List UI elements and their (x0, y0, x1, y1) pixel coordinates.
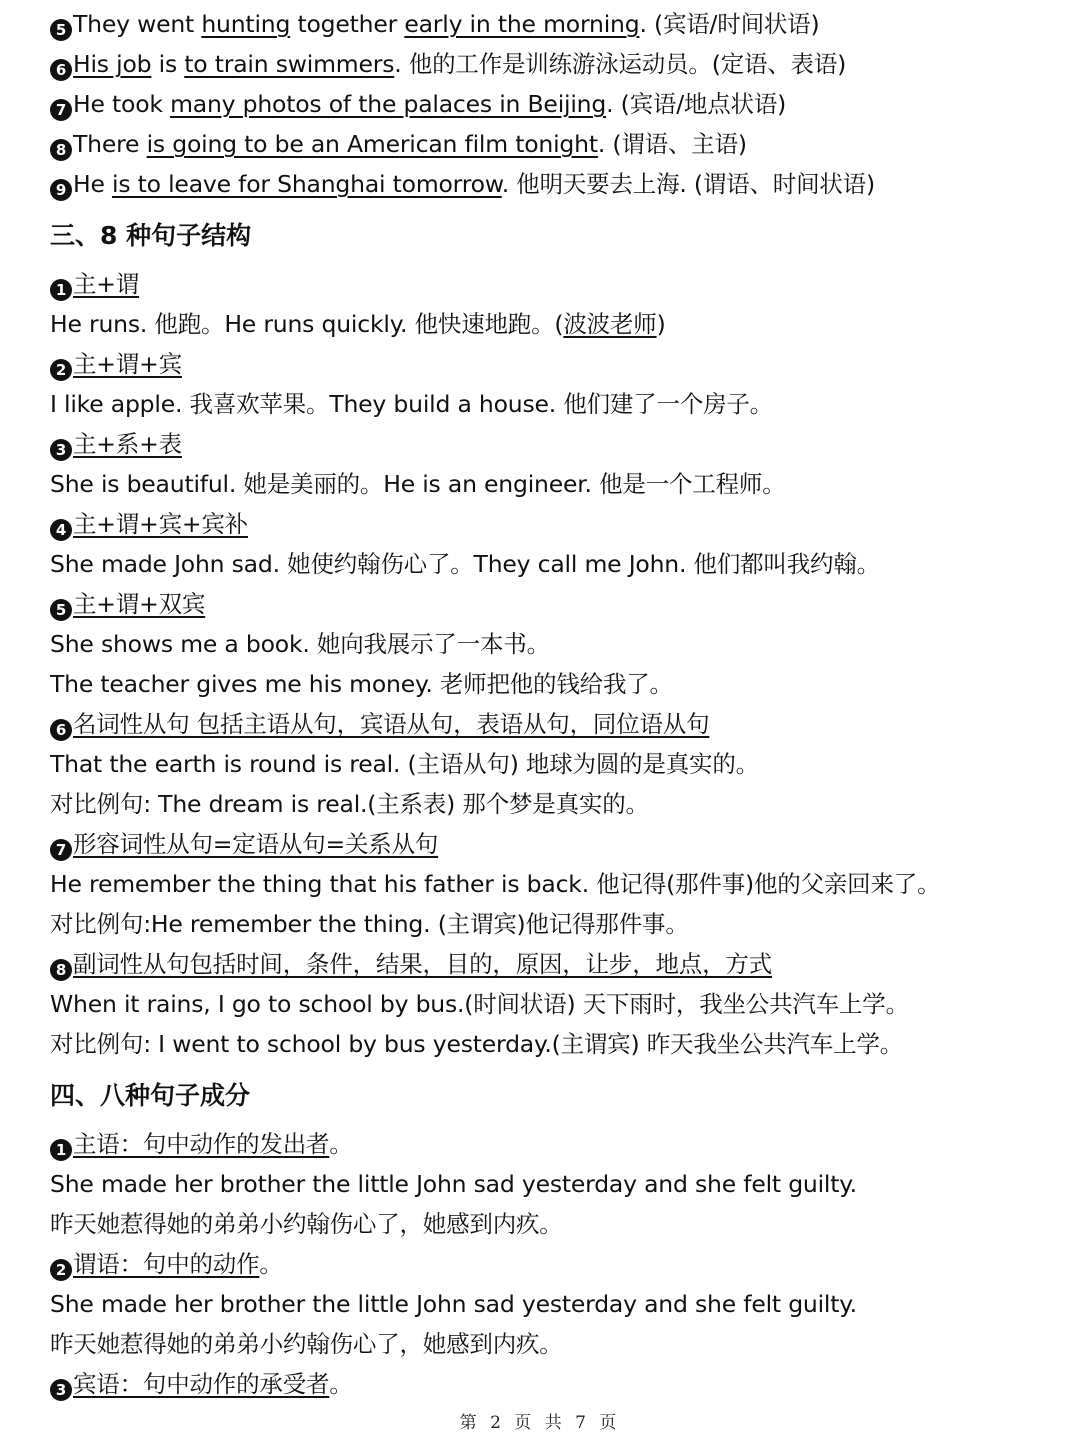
text: I like apple. 我喜欢苹果。They build a house. 他们建了一个房子。 (50, 390, 774, 418)
text: together (290, 10, 405, 38)
item-heading (50, 264, 1060, 304)
item-heading-text: 宾语：句中动作的承受者 (73, 1370, 330, 1398)
example-line (50, 984, 1060, 1024)
text: He remember the thing that his father is back. 他记得(那件事)他的父亲回来了。 (50, 870, 941, 898)
text: That the earth is round is real. (主语从句) 地球为圆的是真实的。 (50, 750, 759, 778)
item-heading (50, 424, 1060, 464)
text: They went (73, 10, 202, 38)
example-line (50, 784, 1060, 824)
text: He took (73, 90, 171, 118)
number-badge: 5 (50, 599, 72, 621)
number-badge: 7 (50, 99, 72, 121)
example-line (50, 1324, 1060, 1364)
document-page (50, 4, 1060, 1404)
number-badge: 2 (50, 1259, 72, 1281)
item-heading (50, 1364, 1060, 1404)
example-line (50, 304, 1060, 344)
item-heading-text: 主语：句中动作的发出者 (73, 1130, 330, 1158)
text: There (73, 130, 147, 158)
number-badge: 8 (50, 139, 72, 161)
item-heading-text: 谓语：句中的动作 (73, 1250, 260, 1278)
example-line (50, 864, 1060, 904)
text: ) (656, 310, 666, 338)
underlined-text: early in the morning (404, 10, 640, 38)
number-badge: 2 (50, 359, 72, 381)
example-line (50, 124, 1060, 164)
text: He runs. 他跑。He runs quickly. 他快速地跑。( (50, 310, 564, 338)
text: . 他的工作是训练游泳运动员。(定语、表语) (394, 50, 847, 78)
item-heading (50, 1244, 1060, 1284)
example-line (50, 664, 1060, 704)
section-three-title: 三、8 种句子结构 (50, 221, 252, 250)
example-line (50, 164, 1060, 204)
example-line (50, 1164, 1060, 1204)
text: . (谓语、主语) (597, 130, 747, 158)
number-badge: 8 (50, 959, 72, 981)
text: The teacher gives me his money. 老师把他的钱给我了。 (50, 670, 673, 698)
example-line (50, 904, 1060, 944)
item-heading-text: 名词性从句 包括主语从句，宾语从句，表语从句，同位语从句 (73, 710, 710, 738)
example-line (50, 544, 1060, 584)
section-four-title: 四、八种句子成分 (50, 1081, 251, 1110)
underlined-text: 波波老师 (563, 310, 657, 338)
item-heading-text: 形容词性从句=定语从句=关系从句 (73, 830, 439, 858)
item-heading (50, 1124, 1060, 1164)
example-line (50, 84, 1060, 124)
text: She made her brother the little John sad yesterday and she felt guilty. (50, 1290, 857, 1318)
example-line (50, 624, 1060, 664)
number-badge: 1 (50, 1139, 72, 1161)
text: . 他明天要去上海. (谓语、时间状语) (501, 170, 875, 198)
example-line (50, 1204, 1060, 1244)
example-line (50, 4, 1060, 44)
example-line (50, 44, 1060, 84)
text: 昨天她惹得她的弟弟小约翰伤心了，她感到内疚。 (50, 1330, 563, 1358)
item-heading-text: 主+谓+宾+宾补 (73, 510, 248, 538)
underlined-text: His job (73, 50, 152, 78)
text: She shows me a book. 她向我展示了一本书。 (50, 630, 550, 658)
item-heading (50, 824, 1060, 864)
item-heading (50, 704, 1060, 744)
example-line (50, 744, 1060, 784)
section-four-components (50, 1124, 1060, 1404)
number-badge: 9 (50, 179, 72, 201)
text: 对比例句:He remember the thing. (主谓宾)他记得那件事。 (50, 910, 689, 938)
text: She made John sad. 她使约翰伤心了。They call me John. 他们都叫我约翰。 (50, 550, 880, 578)
item-heading-text: 主+系+表 (73, 430, 182, 458)
number-badge: 5 (50, 19, 72, 41)
item-heading-text: 主+谓 (73, 270, 140, 298)
text: 对比例句: I went to school by bus yesterday.(主谓宾) 昨天我坐公共汽车上学。 (50, 1030, 904, 1058)
item-heading (50, 584, 1060, 624)
item-heading-tail: 。 (329, 1130, 353, 1158)
number-badge: 6 (50, 719, 72, 741)
item-heading-tail: 。 (259, 1250, 283, 1278)
underlined-text: to train swimmers (184, 50, 395, 78)
item-heading (50, 944, 1060, 984)
underlined-text: many photos of the palaces in Beijing (170, 90, 607, 118)
item-heading-tail: 。 (329, 1370, 353, 1398)
number-badge: 3 (50, 1379, 72, 1401)
text: 对比例句: The dream is real.(主系表) 那个梦是真实的。 (50, 790, 649, 818)
number-badge: 3 (50, 439, 72, 461)
text: He (73, 170, 112, 198)
item-heading-text: 主+谓+宾 (73, 350, 182, 378)
underlined-text: is going to be an American film tonight (146, 130, 598, 158)
text: . (宾语/地点状语) (606, 90, 787, 118)
section-three-structures (50, 264, 1060, 1064)
example-line (50, 464, 1060, 504)
example-line (50, 1024, 1060, 1064)
number-badge: 6 (50, 59, 72, 81)
underlined-text: is to leave for Shanghai tomorrow (112, 170, 502, 198)
number-badge: 4 (50, 519, 72, 541)
example-line (50, 1284, 1060, 1324)
item-heading (50, 504, 1060, 544)
item-heading-text: 副词性从句包括时间，条件，结果，目的，原因，让步，地点，方式 (73, 950, 772, 978)
number-badge: 7 (50, 839, 72, 861)
section-two-examples (50, 4, 1060, 204)
text: . (宾语/时间状语) (639, 10, 820, 38)
item-heading (50, 344, 1060, 384)
page-footer: 第 2 页 共 7 页 (459, 1413, 621, 1433)
example-line (50, 384, 1060, 424)
number-badge: 1 (50, 279, 72, 301)
text: 昨天她惹得她的弟弟小约翰伤心了，她感到内疚。 (50, 1210, 563, 1238)
text: She made her brother the little John sad yesterday and she felt guilty. (50, 1170, 857, 1198)
text: is (151, 50, 185, 78)
text: When it rains, I go to school by bus.(时间状语) 天下雨时，我坐公共汽车上学。 (50, 990, 909, 1018)
text: She is beautiful. 她是美丽的。He is an engineer. 他是一个工程师。 (50, 470, 786, 498)
item-heading-text: 主+谓+双宾 (73, 590, 206, 618)
underlined-text: hunting (201, 10, 291, 38)
